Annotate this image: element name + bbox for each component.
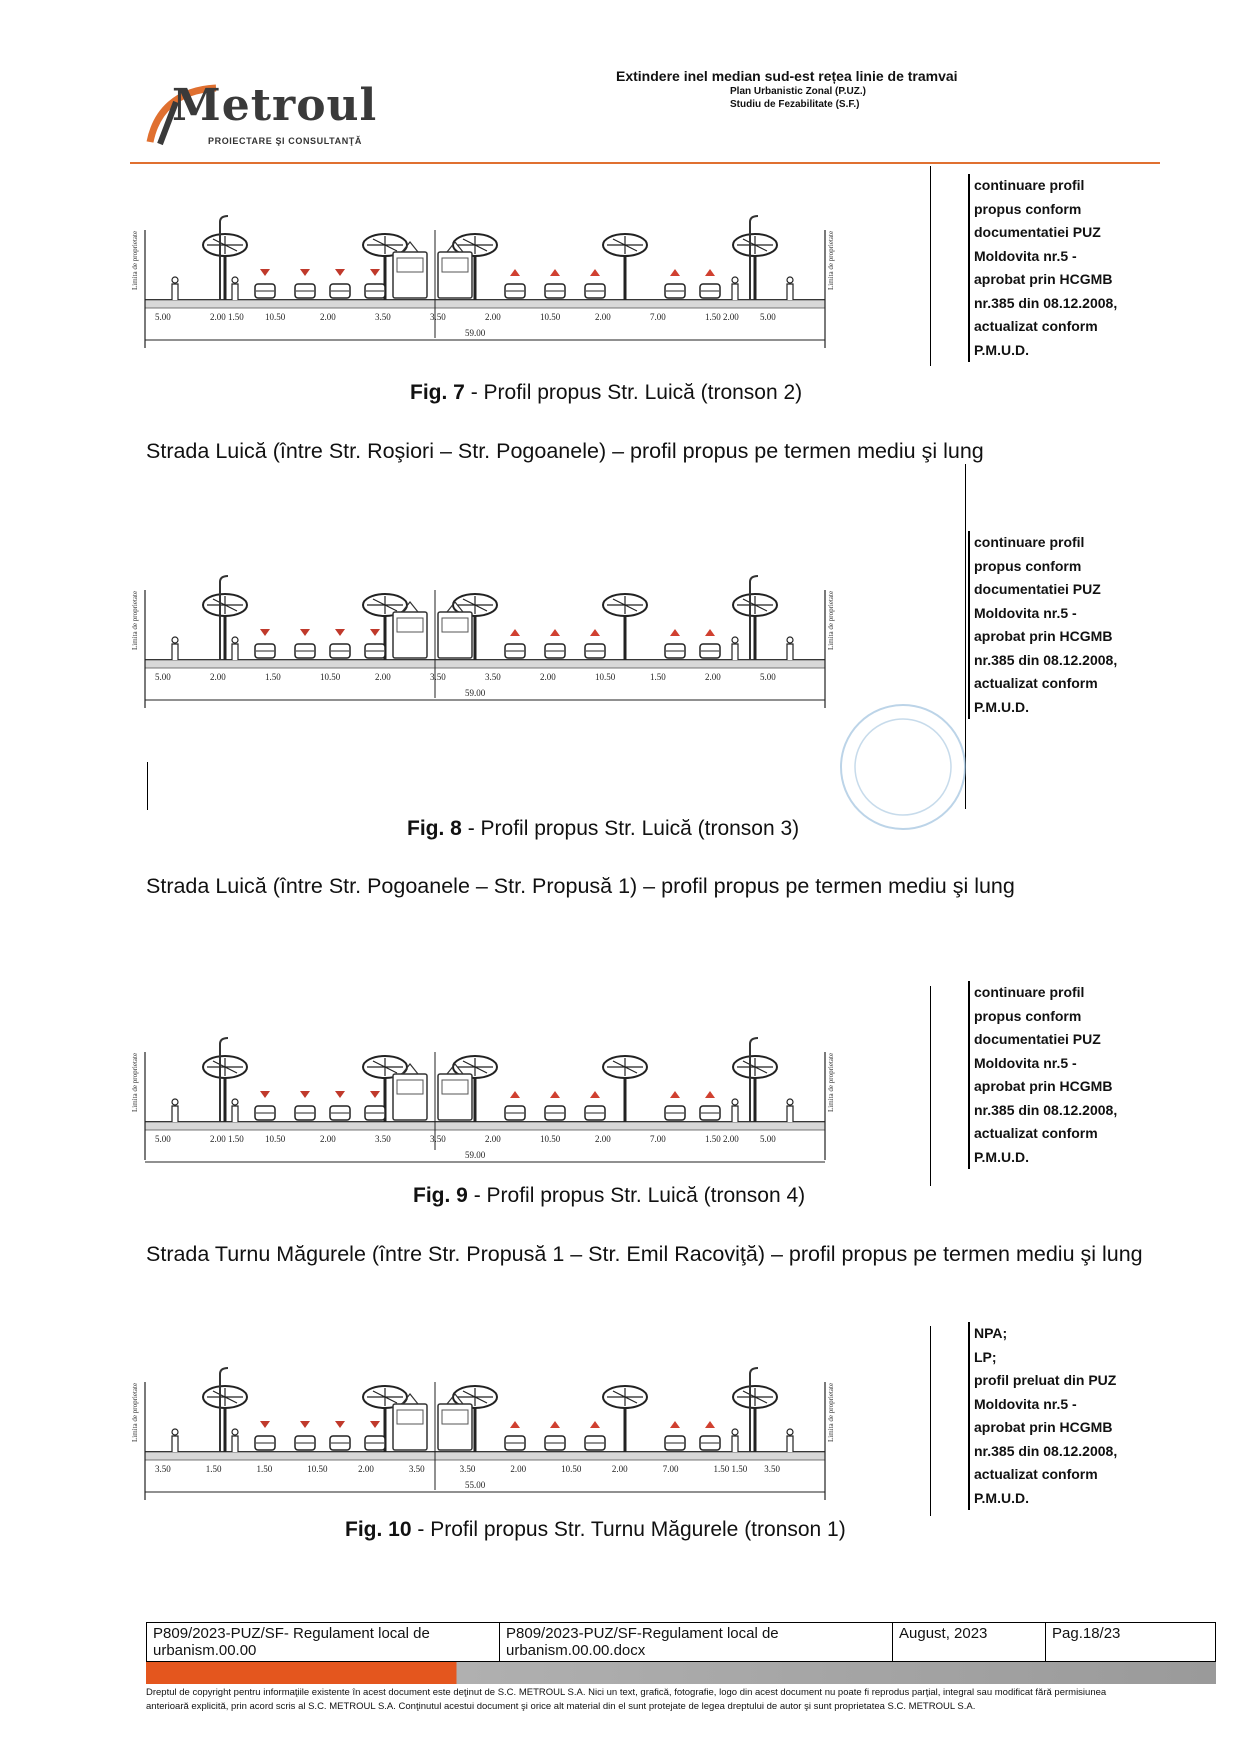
note-line: aprobat prin HCGMB — [974, 1078, 1113, 1094]
document-subtitle-puz: Plan Urbanistic Zonal (P.UZ.) — [730, 86, 866, 97]
dimension-label: 10.50 — [595, 672, 616, 682]
note-line: actualizat conform — [974, 1125, 1098, 1141]
dimension-label: 2.00 — [358, 1464, 374, 1474]
car-icon — [295, 629, 315, 658]
note-line: documentatiei PUZ — [974, 1031, 1101, 1047]
road-slab — [145, 1452, 825, 1460]
property-limit-label: Limita de proprietate — [827, 1052, 835, 1112]
dimension-label: 7.00 — [650, 1134, 666, 1144]
dimension-label: 2.00 — [320, 312, 336, 322]
dimension-label: 2.00 — [485, 1134, 501, 1144]
note-line: propus conform — [974, 1007, 1082, 1024]
profile-drawing-fig10 — [131, 1360, 935, 1520]
car-icon — [365, 629, 385, 658]
note-line: continuare profil — [974, 534, 1085, 550]
note-line: P.M.U.D. — [974, 341, 1029, 358]
tree-icon — [203, 1056, 247, 1122]
figure-number: Fig. 8 — [407, 817, 462, 840]
tree-icon — [203, 594, 247, 660]
figure-caption-fig7 — [410, 381, 802, 405]
note-line: documentatiei PUZ — [974, 224, 1101, 240]
figure-number: Fig. 7 — [410, 381, 465, 404]
note-line: profil preluat din PUZ — [974, 1372, 1117, 1388]
note-line: continuare profil — [974, 177, 1085, 193]
profile-drawing-fig7 — [131, 208, 935, 368]
dimension-label: 2.00 — [595, 312, 611, 322]
dimension-label: 3.50 — [485, 672, 501, 682]
car-icon — [295, 1421, 315, 1450]
pedestrian-icon — [232, 637, 238, 660]
note-box-fig8 — [968, 531, 1184, 719]
car-icon — [295, 269, 315, 298]
car-icon — [255, 1421, 275, 1450]
dimension-label: 1.50 — [205, 1464, 222, 1474]
tree-icon — [733, 1386, 777, 1452]
car-icon — [505, 1421, 525, 1450]
pedestrian-icon — [787, 1099, 793, 1122]
car-icon — [365, 1091, 385, 1120]
note-line: continuare profil — [974, 984, 1085, 1000]
pedestrian-icon — [172, 637, 178, 660]
car-icon — [365, 269, 385, 298]
dimension-label: 5.00 — [155, 1134, 171, 1144]
car-icon — [255, 1091, 275, 1120]
document-subtitle-sf: Studiu de Fezabilitate (S.F.) — [730, 99, 860, 110]
pedestrian-icon — [172, 1429, 178, 1452]
dimension-label: 3.50 — [430, 312, 446, 322]
tree-icon — [603, 1386, 647, 1452]
car-icon — [665, 1421, 685, 1450]
tree-icon — [733, 594, 777, 660]
dimension-label: 3.50 — [430, 1134, 446, 1144]
note-line: Moldovita nr.5 - — [974, 247, 1077, 264]
car-icon — [330, 1421, 350, 1450]
dimension-label: 1.50 2.00 — [705, 1134, 739, 1144]
dimension-label: 3.50 — [408, 1464, 425, 1474]
note-line: nr.385 din 08.12.2008, — [974, 1101, 1118, 1118]
dimension-label: 5.00 — [760, 672, 776, 682]
car-icon — [665, 1091, 685, 1120]
property-limit-label: Limita de proprietate — [827, 1382, 835, 1442]
note-line: nr.385 din 08.12.2008, — [974, 1442, 1118, 1459]
dimension-label: 10.50 — [540, 312, 561, 322]
header-divider — [130, 162, 1160, 164]
pedestrian-icon — [232, 277, 238, 300]
dimension-label: 2.00 — [485, 312, 501, 322]
footer-color-bar — [146, 1662, 1216, 1684]
property-limit-label: Limita de proprietate — [827, 590, 835, 650]
total-width-label: 59.00 — [465, 1150, 486, 1160]
profile-drawing-fig8 — [131, 568, 935, 728]
note-line: Moldovita nr.5 - — [974, 604, 1077, 621]
car-icon — [255, 629, 275, 658]
car-icon — [295, 1091, 315, 1120]
drawing-border-line — [930, 166, 931, 366]
car-icon — [330, 1091, 350, 1120]
note-line: aprobat prin HCGMB — [974, 271, 1113, 287]
note-line: Moldovita nr.5 - — [974, 1395, 1077, 1412]
note-box-fig7 — [968, 174, 1184, 362]
note-line: propus conform — [974, 557, 1082, 574]
car-icon — [545, 1421, 565, 1450]
profile-drawing-fig9 — [131, 1030, 935, 1180]
dimension-label: 1.50 — [265, 672, 281, 682]
dimension-label: 3.50 — [459, 1464, 476, 1474]
dimension-label: 2.00 — [375, 672, 391, 682]
car-icon — [585, 1091, 605, 1120]
dimension-label: 5.00 — [155, 312, 171, 322]
tree-icon — [203, 1386, 247, 1452]
property-limit-label: Limita de proprietate — [131, 1052, 139, 1112]
figure-title: - Profil propus Str. Luică (tronson 2) — [470, 381, 803, 404]
dimension-label: 1.50 2.00 — [705, 312, 739, 322]
car-icon — [700, 629, 720, 658]
note-line: aprobat prin HCGMB — [974, 1419, 1113, 1435]
figure-caption-fig9 — [413, 1184, 805, 1208]
tree-icon — [603, 594, 647, 660]
car-icon — [585, 269, 605, 298]
dimension-label: 10.50 — [540, 1134, 561, 1144]
paragraph-luica-rosiori: Strada Luică (între Str. Roşiori – Str. Pogoanele) – profil propus pe termen mediu şi lung — [146, 439, 984, 463]
car-icon — [365, 1421, 385, 1450]
total-width-label: 55.00 — [465, 1480, 486, 1490]
dimension-label: 10.50 — [307, 1464, 328, 1474]
dimension-label: 3.50 — [375, 1134, 391, 1144]
note-line: actualizat conform — [974, 675, 1098, 691]
pedestrian-icon — [732, 637, 738, 660]
figure-number: Fig. 9 — [413, 1184, 468, 1207]
dimension-label: 3.50 — [430, 672, 446, 682]
dimension-label: 5.00 — [760, 1134, 776, 1144]
car-icon — [255, 269, 275, 298]
note-line: LP; — [974, 1348, 997, 1365]
footer-cell-document-code: P809/2023-PUZ/SF- Regulament local de urbanism.00.00 — [147, 1623, 500, 1662]
pedestrian-icon — [787, 637, 793, 660]
car-icon — [665, 629, 685, 658]
pedestrian-icon — [172, 1099, 178, 1122]
car-icon — [585, 1421, 605, 1450]
note-line: nr.385 din 08.12.2008, — [974, 294, 1118, 311]
total-width-label: 59.00 — [465, 328, 486, 338]
car-icon — [665, 269, 685, 298]
dimension-label: 2.00 1.50 — [210, 312, 244, 322]
dimension-label: 1.50 — [256, 1464, 273, 1474]
car-icon — [585, 629, 605, 658]
dimension-label: 1.50 1.50 — [713, 1464, 748, 1474]
dimension-label: 10.50 — [561, 1464, 582, 1474]
dimension-label: 5.00 — [155, 672, 171, 682]
note-line: P.M.U.D. — [974, 1148, 1029, 1165]
dimension-label: 10.50 — [265, 1134, 286, 1144]
property-limit-label: Limita de proprietate — [131, 590, 139, 650]
road-slab — [145, 300, 825, 308]
pedestrian-icon — [732, 277, 738, 300]
note-line: NPA; — [974, 1325, 1008, 1341]
tree-icon — [203, 234, 247, 300]
car-icon — [700, 269, 720, 298]
property-limit-label: Limita de proprietate — [131, 230, 139, 290]
figure-number: Fig. 10 — [345, 1518, 412, 1541]
note-line: actualizat conform — [974, 1466, 1098, 1482]
dimension-label: 2.00 — [540, 672, 556, 682]
figure-caption-fig8 — [407, 817, 799, 841]
stamp-icon — [818, 692, 978, 822]
dimension-label: 2.00 — [595, 1134, 611, 1144]
dimension-label: 10.50 — [265, 312, 286, 322]
pedestrian-icon — [732, 1429, 738, 1452]
dimension-label: 2.00 — [210, 672, 226, 682]
note-line: actualizat conform — [974, 318, 1098, 334]
dimension-label: 7.00 — [662, 1464, 679, 1474]
document-title: Extindere inel median sud-est rețea linie de tramvai — [616, 68, 958, 84]
car-icon — [505, 1091, 525, 1120]
pedestrian-icon — [232, 1099, 238, 1122]
dimension-label: 2.00 — [611, 1464, 628, 1474]
dimension-label: 1.50 — [650, 672, 666, 682]
property-limit-label: Limita de proprietate — [827, 230, 835, 290]
drawing-border-line — [930, 1326, 931, 1516]
car-icon — [330, 269, 350, 298]
note-line: aprobat prin HCGMB — [974, 628, 1113, 644]
note-line: P.M.U.D. — [974, 1489, 1029, 1506]
car-icon — [330, 629, 350, 658]
figure-title: - Profil propus Str. Luică (tronson 3) — [467, 817, 800, 840]
footer-table — [146, 1622, 1216, 1662]
note-line: P.M.U.D. — [974, 698, 1029, 715]
copyright-notice: Dreptul de copyright pentru informaţiile existente în acest document este deţinut de S.C. METROUL S.A. Nici un text, grafică, fotografie, logo din acest document nu poate fi reprodus parţial, integral sau modificat fără permisiunea anterioară explicită, prin acord scris al S.C. METROUL S.A. Conţinutul acestui document şi orice alt material din el sunt protejate de legea dreptului de autor şi sunt proprietatea S.C. METROUL S.A. — [146, 1687, 1107, 1712]
total-width-label: 59.00 — [465, 688, 486, 698]
pedestrian-icon — [732, 1099, 738, 1122]
property-limit-label: Limita de proprietate — [131, 1382, 139, 1442]
tree-icon — [603, 234, 647, 300]
dimension-label: 7.00 — [650, 312, 666, 322]
dimension-label: 10.50 — [320, 672, 341, 682]
note-line: Moldovita nr.5 - — [974, 1054, 1077, 1071]
note-line: documentatiei PUZ — [974, 581, 1101, 597]
pedestrian-icon — [787, 1429, 793, 1452]
road-slab — [145, 1122, 825, 1130]
tree-icon — [733, 1056, 777, 1122]
pedestrian-icon — [787, 277, 793, 300]
pedestrian-icon — [232, 1429, 238, 1452]
car-icon — [545, 269, 565, 298]
paragraph-turnu-magurele: Strada Turnu Măgurele (între Str. Propusă 1 – Str. Emil Racoviţă) – profil propus pe termen mediu şi lung — [146, 1242, 1143, 1266]
dimension-label: 3.50 — [764, 1464, 780, 1474]
note-box-fig10 — [968, 1322, 1184, 1510]
car-icon — [700, 1091, 720, 1120]
pedestrian-icon — [172, 277, 178, 300]
drawing-border-line — [147, 762, 148, 810]
footer-cell-file-name: P809/2023-PUZ/SF-Regulament local de urbanism.00.00.docx — [500, 1623, 893, 1662]
dimension-label: 2.00 — [705, 672, 721, 682]
note-line: propus conform — [974, 200, 1082, 217]
dimension-label: 5.00 — [760, 312, 776, 322]
car-icon — [700, 1421, 720, 1450]
figure-title: - Profil propus Str. Turnu Măgurele (tronson 1) — [417, 1518, 846, 1541]
car-icon — [545, 1091, 565, 1120]
dimension-label: 2.00 — [320, 1134, 336, 1144]
tree-icon — [733, 234, 777, 300]
dimension-label: 3.50 — [155, 1464, 171, 1474]
note-box-fig9 — [968, 981, 1184, 1169]
dimension-label: 2.00 1.50 — [210, 1134, 244, 1144]
figure-caption-fig10 — [345, 1518, 846, 1542]
note-line: nr.385 din 08.12.2008, — [974, 651, 1118, 668]
paragraph-luica-pogoanele: Strada Luică (între Str. Pogoanele – Str. Propusă 1) – profil propus pe termen mediu şi lung — [146, 874, 1015, 898]
logo-text: Metroul — [172, 80, 378, 131]
footer-cell-date: August, 2023 — [893, 1623, 1046, 1662]
car-icon — [505, 629, 525, 658]
footer-cell-page: Pag.18/23 — [1046, 1623, 1216, 1662]
road-slab — [145, 660, 825, 668]
tree-icon — [603, 1056, 647, 1122]
dimension-label: 3.50 — [375, 312, 391, 322]
car-icon — [505, 269, 525, 298]
car-icon — [545, 629, 565, 658]
logo-subtitle: PROIECTARE ŞI CONSULTANŢĂ — [208, 136, 362, 146]
figure-title: - Profil propus Str. Luică (tronson 4) — [473, 1184, 806, 1207]
drawing-border-line — [930, 986, 931, 1186]
dimension-label: 2.00 — [510, 1464, 527, 1474]
